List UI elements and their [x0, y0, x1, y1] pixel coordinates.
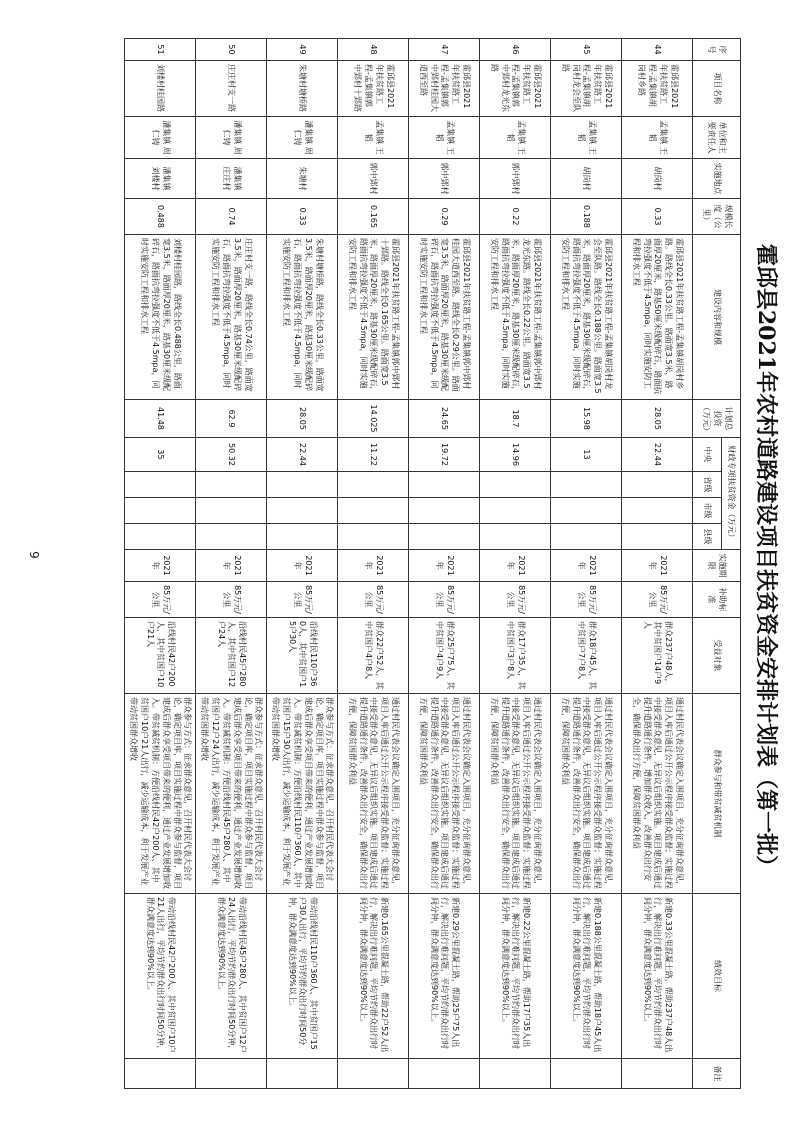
cell-seq: 44	[622, 39, 693, 61]
cell-standard: 85万元/公里	[480, 582, 551, 618]
cell-total: 28.05	[622, 400, 693, 438]
cell-goal: 带动沿线村民45户280人、其中贫困户12户24人出行，平均节约群众出行时间50分钟，群众满意度达到90%以上。	[196, 894, 267, 1059]
cell-name: 霍邱县2021年扶贫路工程-孟集镇胡岗村龙会至队路	[551, 61, 622, 117]
header-row-1	[722, 39, 741, 1089]
cell-mechanism: 群众参与方式：征求群众意见，召开村民代表大会讨论，确定项目库，项目实施过程中群众参与监督，项目建成后群众享受项目带来的便利，通过产业发展增加收入。带贫减贫机制：方便沿线村民110户360人、其中贫困户15户30人出行，减少运输成本，利于发展产业带动贫困群众增收	[267, 694, 338, 894]
table-row	[480, 39, 551, 1089]
cell-period: 2021年	[125, 550, 196, 582]
cell-scale: 0.22	[480, 199, 551, 235]
cell-unit: 潘集镇 周仁铸	[125, 117, 196, 159]
cell-beneficiaries: 群众25户75人，其中贫困户4户9人	[409, 618, 480, 694]
header-period: 实施期限	[693, 550, 741, 582]
cell-scale: 0.33	[267, 199, 338, 235]
cell-total: 14.025	[338, 400, 409, 438]
cell-scale: 0.29	[409, 199, 480, 235]
cell-unit: 孟集镇 王韬	[622, 117, 693, 159]
cell-seq: 46	[480, 39, 551, 61]
header-total: 计划总投资（万元）	[693, 400, 741, 438]
cell-site: 郭中郢村	[409, 159, 480, 199]
header-central: 中央	[693, 438, 722, 472]
cell-municipal	[551, 498, 622, 524]
cell-site: 朱塘村	[267, 159, 338, 199]
cell-mechanism: 通过村民代表会议确定入围项目，充分征询群众意见，项目入库后通过公开公示程序接受群众监督；实施过程中接受群众意见，无异议后组织实施。项目建成后通过提升道路通行条件，增加群众收入，改善群众出行安全，确保群众出行方便，保障贫困群众利益	[622, 694, 693, 894]
cell-remark	[480, 1059, 551, 1089]
cell-site: 潘集镇 庄庄村	[196, 159, 267, 199]
cell-unit: 孟集镇 王韬	[338, 117, 409, 159]
cell-mechanism: 通过村民代表会议确定入围项目，充分征询群众意见，项目入库后通过公开公示程序接受群众监督；实施过程中接受群众意见，无异议后组织实施。项目建成后通过提升道路通行条件，改善群众出行安全，确保群众出行方便，保障贫困群众利益	[551, 694, 622, 894]
cell-remark	[267, 1059, 338, 1089]
cell-content: 庄庄村支一路，路线全长0.74公里，路面宽3.5米，路面厚20厘米，路基30厘米级配碎石，路面抗弯拉强度不低于4.5mpa，同时实施安防工程和排水工程	[196, 235, 267, 400]
cell-mechanism: 通过村民代表会议确定入围项目，充分征询群众意见，项目入库后通过公开公示程序接受群众监督；实施过程中接受群众意见，无异议后组织实施。项目建成后通过提升道路通行条件，改善群众出行安全，确保群众出行方便，保障贫困群众利益	[338, 694, 409, 894]
header-standard: 补助标准	[693, 582, 741, 618]
cell-unit: 潘集镇 周仁铸	[267, 117, 338, 159]
cell-remark	[551, 1059, 622, 1089]
cell-seq: 51	[125, 39, 196, 61]
cell-seq: 45	[551, 39, 622, 61]
cell-county	[409, 524, 480, 550]
cell-name: 霍邱县2021年扶贫路工程-孟集镇胡岗村乡路	[622, 61, 693, 117]
cell-central: 35	[125, 438, 196, 472]
cell-unit: 潘集镇 周仁铸	[196, 117, 267, 159]
cell-total: 15.98	[551, 400, 622, 438]
cell-municipal	[338, 498, 409, 524]
header-goal: 绩效目标	[693, 894, 741, 1059]
cell-county	[622, 524, 693, 550]
page-number: 9	[27, 551, 41, 559]
cell-mechanism: 通过村民代表会议确定入围项目，充分征询群众意见，项目入库后通过公开公示程序接受群众监督；实施过程中接受群众意见，无异议后组织实施。项目建成后通过提升道路通行条件，改善群众出行安全，确保群众出行方便，保障贫困群众利益	[409, 694, 480, 894]
cell-remark	[125, 1059, 196, 1089]
cell-name: 庄庄村支一路	[196, 61, 267, 117]
cell-standard: 85万元/公里	[196, 582, 267, 618]
cell-provincial	[551, 472, 622, 498]
cell-county	[480, 524, 551, 550]
cell-mechanism: 通过村民代表会议确定入围项目，充分征询群众意见，项目入库后通过公开公示程序接受群众监督；实施过程中接受群众意见，无异议后组织实施。项目建成后通过提升道路通行条件，改善群众出行安全，确保群众出行方便，保障贫困群众利益	[480, 694, 551, 894]
cell-goal: 新建0.165公里混凝土路，帮助22户52人出行，解决出行难问题，平均节约群众出行时间分钟，群众满意度达到90%以上。	[338, 894, 409, 1059]
cell-scale: 0.188	[551, 199, 622, 235]
cell-site: 郭中郢村	[338, 159, 409, 199]
cell-name: 霍邱县2021年扶贫路工程-孟集镇郭中郢村龙光东路	[480, 61, 551, 117]
cell-goal: 新建0.188公里混凝土路，帮助18户45人出行，解决出行难问题，平均节约群众出行时间分钟，群众满意度达到90%以上。	[551, 894, 622, 1059]
cell-goal: 新建0.33公里混凝土路，帮助237户48人出行，解决出行难问题，平均节约群众出行时间分钟，群众满意度达到90%以上。	[622, 894, 693, 1059]
header-funds-group: 财政专项扶贫资金（万元）	[722, 438, 741, 550]
cell-total: 18.7	[480, 400, 551, 438]
header-scale: 规模长度（公里）	[693, 199, 741, 235]
cell-standard: 85万元/公里	[551, 582, 622, 618]
cell-central: 22.44	[267, 438, 338, 472]
cell-site: 胡岗村	[551, 159, 622, 199]
cell-standard: 85万元/公里	[338, 582, 409, 618]
cell-central: 50.32	[196, 438, 267, 472]
cell-content: 霍邱县2021年扶贫路工程-孟集镇郭中郢村龙光东路。路线全长0.22公里。路面宽3.5米，路面厚20厘米，路基30厘米级配碎石，路面抗弯拉强度不低于4.5mpa，同时实施安防工程和排水工程	[480, 235, 551, 400]
cell-remark	[409, 1059, 480, 1089]
header-remark: 备注	[693, 1059, 741, 1089]
cell-provincial	[338, 472, 409, 498]
table-row	[551, 39, 622, 1089]
cell-name: 霍邱县2021年扶贫路工程-孟集镇郭中郢村十郢路	[338, 61, 409, 117]
cell-scale: 0.33	[622, 199, 693, 235]
cell-scale: 0.74	[196, 199, 267, 235]
cell-mechanism: 群众参与方式：征求群众意见，召开村民代表大会讨论，确定项目库，项目实施过程中群众参与监督，项目建成后群众享受项目带来的便利，通过产业发展增加收入。带贫减贫机制：方便沿线村民42户200人、其中贫困户10户21人出行，减少运输成本，利于发展产业带动贫困群众增收	[125, 694, 196, 894]
cell-period: 2021年	[196, 550, 267, 582]
cell-name: 刘楼村桂园路	[125, 61, 196, 117]
cell-municipal	[409, 498, 480, 524]
cell-provincial	[267, 472, 338, 498]
cell-central: 11.22	[338, 438, 409, 472]
header-beneficiaries: 受益对象	[693, 618, 741, 694]
cell-total: 62.9	[196, 400, 267, 438]
cell-provincial	[480, 472, 551, 498]
cell-central: 22.44	[622, 438, 693, 472]
cell-beneficiaries: 群众18户45人，其中贫困户7户8人	[551, 618, 622, 694]
cell-standard: 85万元/公里	[622, 582, 693, 618]
table-row	[622, 39, 693, 1089]
cell-county	[551, 524, 622, 550]
table-row	[196, 39, 267, 1089]
cell-content: 朱塘村塘桥路，路线全长0.33公里，路面宽3.5米，路面厚20厘米，路基30厘米级配碎石，路面抗弯拉强度不低于4.5mpa，同时实施安防工程和排水工程	[267, 235, 338, 400]
header-unit: 单位和主要责任人	[693, 117, 741, 159]
cell-seq: 50	[196, 39, 267, 61]
cell-period: 2021年	[622, 550, 693, 582]
cell-site: 潘集镇 刘楼村	[125, 159, 196, 199]
cell-beneficiaries: 群众17户35人，其中贫困户3户8人	[480, 618, 551, 694]
cell-content: 霍邱县2021年扶贫路工程-孟集镇胡岗村龙会至队路。路线全长0.188公里。路面宽3.5米，路面厚20厘米，路基30厘米级配碎石，路面抗弯拉强度不低于4.5mpa，同时实施安防工程和排水工程	[551, 235, 622, 400]
table-row	[267, 39, 338, 1089]
cell-period: 2021年	[409, 550, 480, 582]
cell-content: 霍邱县2021年扶贫路工程-孟集镇胡岗村乡路。路线全长0.33公里。路面宽3.5米，路面厚20厘米，路基50厘米级配碎石，路面抗弯拉强度不低于4.5mpa，同时实施安防工程和排水工程	[622, 235, 693, 400]
cell-remark	[196, 1059, 267, 1089]
cell-beneficiaries: 群众22户52人，其中贫困户4户8人	[338, 618, 409, 694]
cell-central: 13	[551, 438, 622, 472]
cell-remark	[338, 1059, 409, 1089]
cell-county	[125, 524, 196, 550]
cell-municipal	[267, 498, 338, 524]
cell-municipal	[622, 498, 693, 524]
table-row	[409, 39, 480, 1089]
project-table	[124, 38, 741, 1089]
header-content: 建设内容和规模	[693, 235, 741, 400]
cell-beneficiaries: 群众237户48人，其中贫困户14户9人	[622, 618, 693, 694]
header-municipal: 市级	[693, 498, 722, 524]
cell-standard: 85万元/公里	[125, 582, 196, 618]
cell-seq: 49	[267, 39, 338, 61]
cell-provincial	[409, 472, 480, 498]
cell-standard: 85万元/公里	[409, 582, 480, 618]
cell-name: 朱塘村塘桥路	[267, 61, 338, 117]
cell-beneficiaries: 沿线村民45户280人，其中贫困户12户24人	[196, 618, 267, 694]
table-row	[125, 39, 196, 1089]
cell-site: 郭中郢村	[480, 159, 551, 199]
cell-provincial	[196, 472, 267, 498]
cell-municipal	[125, 498, 196, 524]
cell-unit: 孟集镇 王韬	[409, 117, 480, 159]
cell-goal: 新建0.29公里混凝土路，帮助25户75人出行，解决出行难问题，平均节约群众出行时间分钟，群众满意度达到90%以上。	[409, 894, 480, 1059]
cell-county	[196, 524, 267, 550]
cell-standard: 85万元/公里	[267, 582, 338, 618]
cell-seq: 48	[338, 39, 409, 61]
cell-seq: 47	[409, 39, 480, 61]
cell-unit: 孟集镇 王韬	[551, 117, 622, 159]
cell-content: 刘楼村桂园路，路线全长0.488公里，路面宽3.5米，路面厚20厘米，路基30厘米级配碎石，路面抗弯拉强度不低于4.5mpa，同时实施安防工程和排水工程	[125, 235, 196, 400]
cell-county	[338, 524, 409, 550]
cell-goal: 带动沿线村民110户360人、其中贫困户15户30人出行，平均节约群众出行时间50分钟，群众满意度达到90%以上。	[267, 894, 338, 1059]
cell-goal: 新建0.22公里混凝土路，帮助17户35人出行，解决出行难问题，平均节约群众出行时间分钟，群众满意度达到90%以上。	[480, 894, 551, 1059]
cell-period: 2021年	[551, 550, 622, 582]
cell-municipal	[480, 498, 551, 524]
header-mechanism: 群众参与和带贫减贫机制	[693, 694, 741, 894]
cell-total: 24.65	[409, 400, 480, 438]
cell-provincial	[125, 472, 196, 498]
cell-county	[267, 524, 338, 550]
cell-municipal	[196, 498, 267, 524]
cell-period: 2021年	[338, 550, 409, 582]
cell-provincial	[622, 472, 693, 498]
cell-mechanism: 群众参与方式：征求群众意见，召开村民代表大会讨论，确定项目库，项目实施过程中群众参与监督，项目建成后群众享受项目带来的便利，通过产业发展增加收入。带贫减贫机制：方便沿线村民45户280人、其中贫困户12户24人出行，减少运输成本，利于发展产业带动贫困群众增收	[196, 694, 267, 894]
document-title: 霍邱县2021年农村道路建设项目扶贫资金安排计划表（第一批）	[753, 243, 779, 878]
header-site: 实施地点	[693, 159, 741, 199]
cell-total: 41.48	[125, 400, 196, 438]
cell-beneficiaries: 沿线村民110户360人，其中贫困户15户30人	[267, 618, 338, 694]
cell-goal: 带动沿线村民42户200人、其中贫困户10户21人出行，平均节约群众出行时间50分钟，群众满意度达到90%以上。	[125, 894, 196, 1059]
cell-unit: 孟集镇 王韬	[480, 117, 551, 159]
cell-site: 胡岗村	[622, 159, 693, 199]
header-seq: 序号	[693, 39, 741, 61]
cell-period: 2021年	[480, 550, 551, 582]
cell-central: 14.96	[480, 438, 551, 472]
cell-total: 28.05	[267, 400, 338, 438]
cell-period: 2021年	[267, 550, 338, 582]
header-provincial: 省级	[693, 472, 722, 498]
table-row	[338, 39, 409, 1089]
cell-scale: 0.165	[338, 199, 409, 235]
cell-content: 霍邱县2021年扶贫路工程-孟集镇郭中郢村十郢路。路线全长0.165公里。路面宽3.5米，路面厚20厘米，路基30厘米级配碎石，路面抗弯拉强度不低于4.5mpa，同时实施安防工程和排水工程	[338, 235, 409, 400]
cell-central: 19.72	[409, 438, 480, 472]
cell-name: 霍邱县2021年扶贫路工程-孟集镇郭中郢村桂园大道西至路	[409, 61, 480, 117]
cell-beneficiaries: 沿线村民42户200人，其中贫困户10户21人	[125, 618, 196, 694]
header-county: 县级	[693, 524, 722, 550]
header-name: 项目名称	[693, 61, 741, 117]
cell-remark	[622, 1059, 693, 1089]
cell-content: 霍邱县2021年扶贫路工程-孟集镇郭中郢村桂园大道西至路。路线全长0.29公里。路面宽3.5米，路面厚20厘米，路基30厘米级配碎石，路面抗弯拉强度不低于4.5mpa，同时实施安防工程和排水工程	[409, 235, 480, 400]
cell-scale: 0.488	[125, 199, 196, 235]
